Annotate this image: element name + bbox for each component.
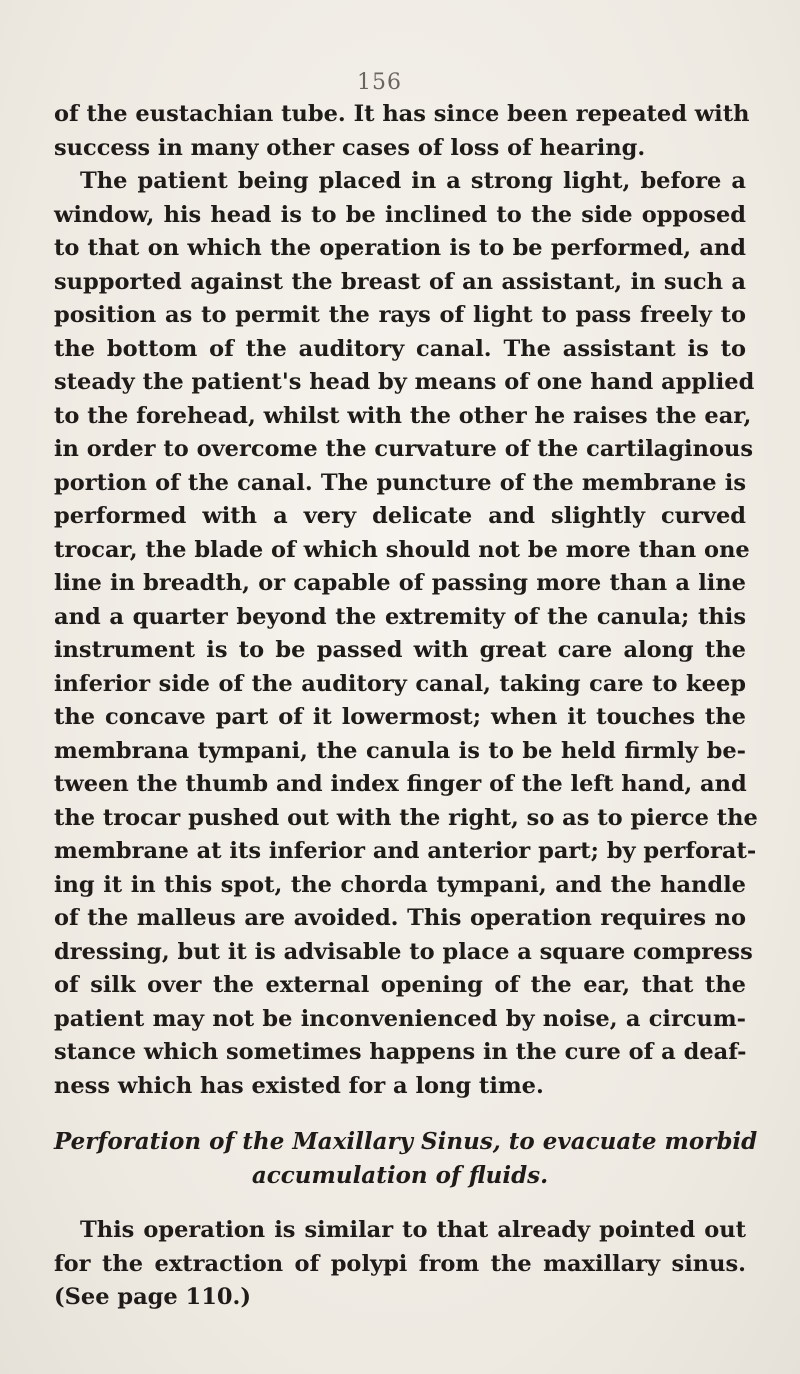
text-line: instrument is to be passed with great care along the [54,637,746,663]
text-line: line in breadth, or capable of passing more than a line [54,570,746,596]
text-line: inferior side of the auditory canal, taking care to keep [54,670,746,697]
text-line: window, his head is to be inclined to the side opposed [54,201,746,228]
text-line: trocar, the blade of which should not be more than one [54,536,750,563]
heading-line: Perforation of the Maxillary Sinus, to evacuate morbid [54,1128,758,1155]
section-heading [54,1125,758,1192]
text-line: the trocar pushed out with the right, so as to pierce the [54,804,758,831]
text-line: to that on which the operation is to be performed, and [54,235,746,261]
paragraph-gap [54,1103,746,1125]
text-line: success in many other cases of loss of hearing. [54,134,646,161]
text-line: ness which has existed for a long time. [54,1072,544,1099]
text-line: performed with a very delicate and slightly curved [54,503,746,529]
text-line: membrane at its inferior and anterior part; by perforat- [54,838,757,864]
text-line: ing it in this spot, the chorda tympani, and the handle [54,871,746,898]
text-line: supported against the breast of an assistant, in such a [54,268,746,295]
text-line: of silk over the external opening of the ear, that the [54,972,746,998]
page-number: 156 [357,70,402,95]
paragraph-gap [54,1192,746,1214]
text-line: position as to permit the rays of light to pass freely to [54,302,746,328]
text-line: The patient being placed in a strong light, before a [80,168,746,194]
text-line: of the eustachian tube. It has since been repeated with [54,101,750,127]
text-line: dressing, but it is advisable to place a square compress [54,938,753,965]
paragraph-operation-procedure [54,165,758,1103]
text-line: to the forehead, whilst with the other he raises the ear, [54,402,752,429]
text-line: of the malleus are avoided. This operation requires no [54,905,746,931]
text-line: steady the patient's head by means of one hand applied [54,369,755,395]
text-line: portion of the canal. The puncture of the membrane is [54,469,746,496]
text-line: and a quarter beyond the extremity of the canula; this [54,603,746,630]
heading-line: accumulation of fluids. [251,1161,549,1189]
text-line: This operation is similar to that already pointed out [80,1217,746,1243]
text-line: tween the thumb and index finger of the left hand, and [54,771,747,797]
paragraph-continuation [54,98,750,165]
paragraph-maxillary-sinus [54,1214,746,1315]
text-line: (See page 110.) [54,1284,251,1310]
text-line: in order to overcome the curvature of the cartilaginous [54,436,753,462]
text-line: the bottom of the auditory canal. The assistant is to [54,335,746,362]
text-line: patient may not be inconvenienced by noise, a circum- [54,1005,746,1032]
text-line: for the extraction of polypi from the maxillary sinus. [54,1250,746,1277]
text-line: membrana tympani, the canula is to be held firmly be- [54,737,746,764]
text-line: stance which sometimes happens in the cure of a deaf- [54,1039,747,1065]
body-text [54,98,758,1315]
text-line: the concave part of it lowermost; when it touches the [54,704,746,730]
